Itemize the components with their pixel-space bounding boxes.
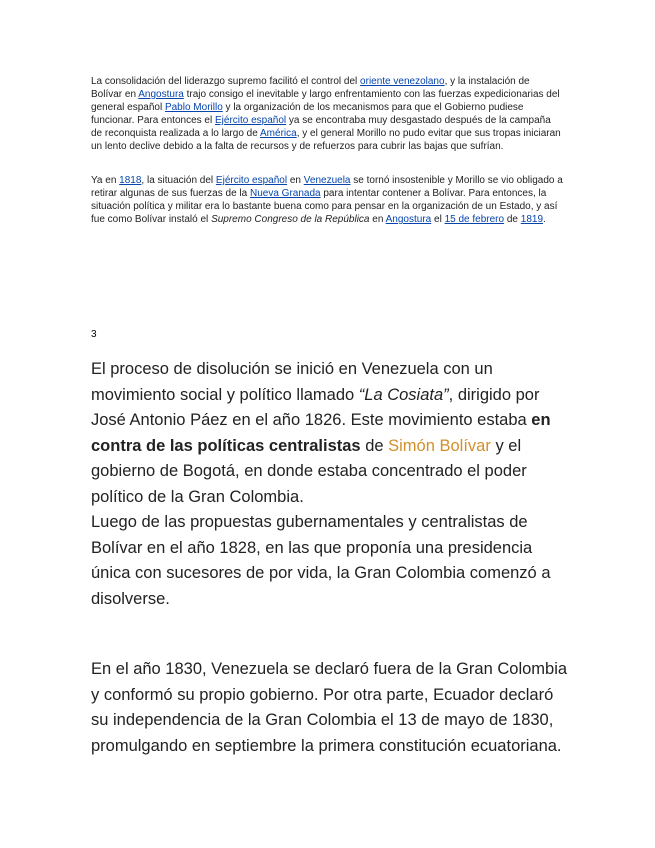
paragraph-text: En el año 1830, Venezuela se declaró fuera de la Gran Colombia y conformó su propio gobierno. Por otra parte, Ecuador declaró su independencia de la Gran Colombia el 13 de mayo de 1830, promulgando en septiembre la primera constitución ecuatoriana. <box>91 660 568 755</box>
paragraph-text: Ya en 1818, la situación del Ejército español en Venezuela se tornó insostenible y Morillo se vio obligado a retirar algunas de sus fuerzas de la Nueva Granada para intentar contener a Bolívar. Para entonces, la situación política y militar era lo bastante buena como para pensar en la organización de un Estado, y así fue como Bolívar instaló el Supremo Congreso de la República en Angostura el 15 de febrero de 1819. <box>91 175 563 225</box>
page-number: 3 <box>91 329 97 340</box>
paragraph-angostura <box>91 75 563 153</box>
paragraph-text: El proceso de disolución se inició en Venezuela con un movimiento social y político llamado “La Cosiata”, dirigido por José Antonio Páez en el año 1826. Este movimiento estaba en contra de las políticas centralistas de Simón Bolívar y el gobierno de Bogotá, en donde estaba concentrado el poder político de la Gran Colombia. <box>91 360 551 506</box>
paragraph-text: La consolidación del liderazgo supremo facilitó el control del oriente venezolano, y la instalación de Bolívar en Angostura trajo consigo el inevitable y largo enfrentamiento con las fuerzas expedicionarias del general español Pablo Morillo y la organización de los mecanismos para que el Gobierno pudiese funcionar. Para entonces el Ejército español ya se encontraba muy desgastado después de la campaña de reconquista realizada a lo largo de América, y el general Morillo no pudo evitar que sus tropas iniciaran un lento declive debido a la falta de recursos y de refuerzos para cubrir las bajas que sufrían. <box>91 76 561 152</box>
link-1818[interactable]: 1818 <box>119 175 142 186</box>
link-pablo-morillo[interactable]: Pablo Morillo <box>164 102 223 113</box>
italic-la-cosiata: “La Cosiata” <box>358 385 449 404</box>
bold-politicas-centralistas: en contra de las políticas centralistas <box>91 411 551 455</box>
link-america[interactable]: América <box>260 128 297 139</box>
link-angostura[interactable]: Angostura <box>138 89 184 100</box>
link-1819[interactable]: 1819 <box>520 214 544 225</box>
paragraph-propuestas: Luego de las propuestas gubernamentales y centralistas de Bolívar en el año 1828, en las que proponía una presidencia única con sucesores de por vida, la Gran Colombia comenzó a disolverse. <box>91 513 551 608</box>
paragraph-cosiata <box>91 357 571 612</box>
link-ejercito-espanol[interactable]: Ejército español <box>214 115 287 126</box>
link-15-de-febrero[interactable]: 15 de febrero <box>444 214 505 225</box>
paragraph-congreso <box>91 174 563 226</box>
link-simon-bolivar[interactable]: Simón Bolívar <box>388 436 491 455</box>
link-oriente-venezolano[interactable]: oriente venezolano <box>360 76 445 87</box>
link-ejercito-espanol[interactable]: Ejército español <box>215 175 288 186</box>
link-angostura[interactable]: Angostura <box>385 214 432 225</box>
link-nueva-granada[interactable]: Nueva Granada <box>249 188 321 199</box>
link-venezuela[interactable]: Venezuela <box>303 175 351 186</box>
paragraph-1830 <box>91 657 571 759</box>
italic-congreso: Supremo Congreso de la República <box>211 214 370 225</box>
